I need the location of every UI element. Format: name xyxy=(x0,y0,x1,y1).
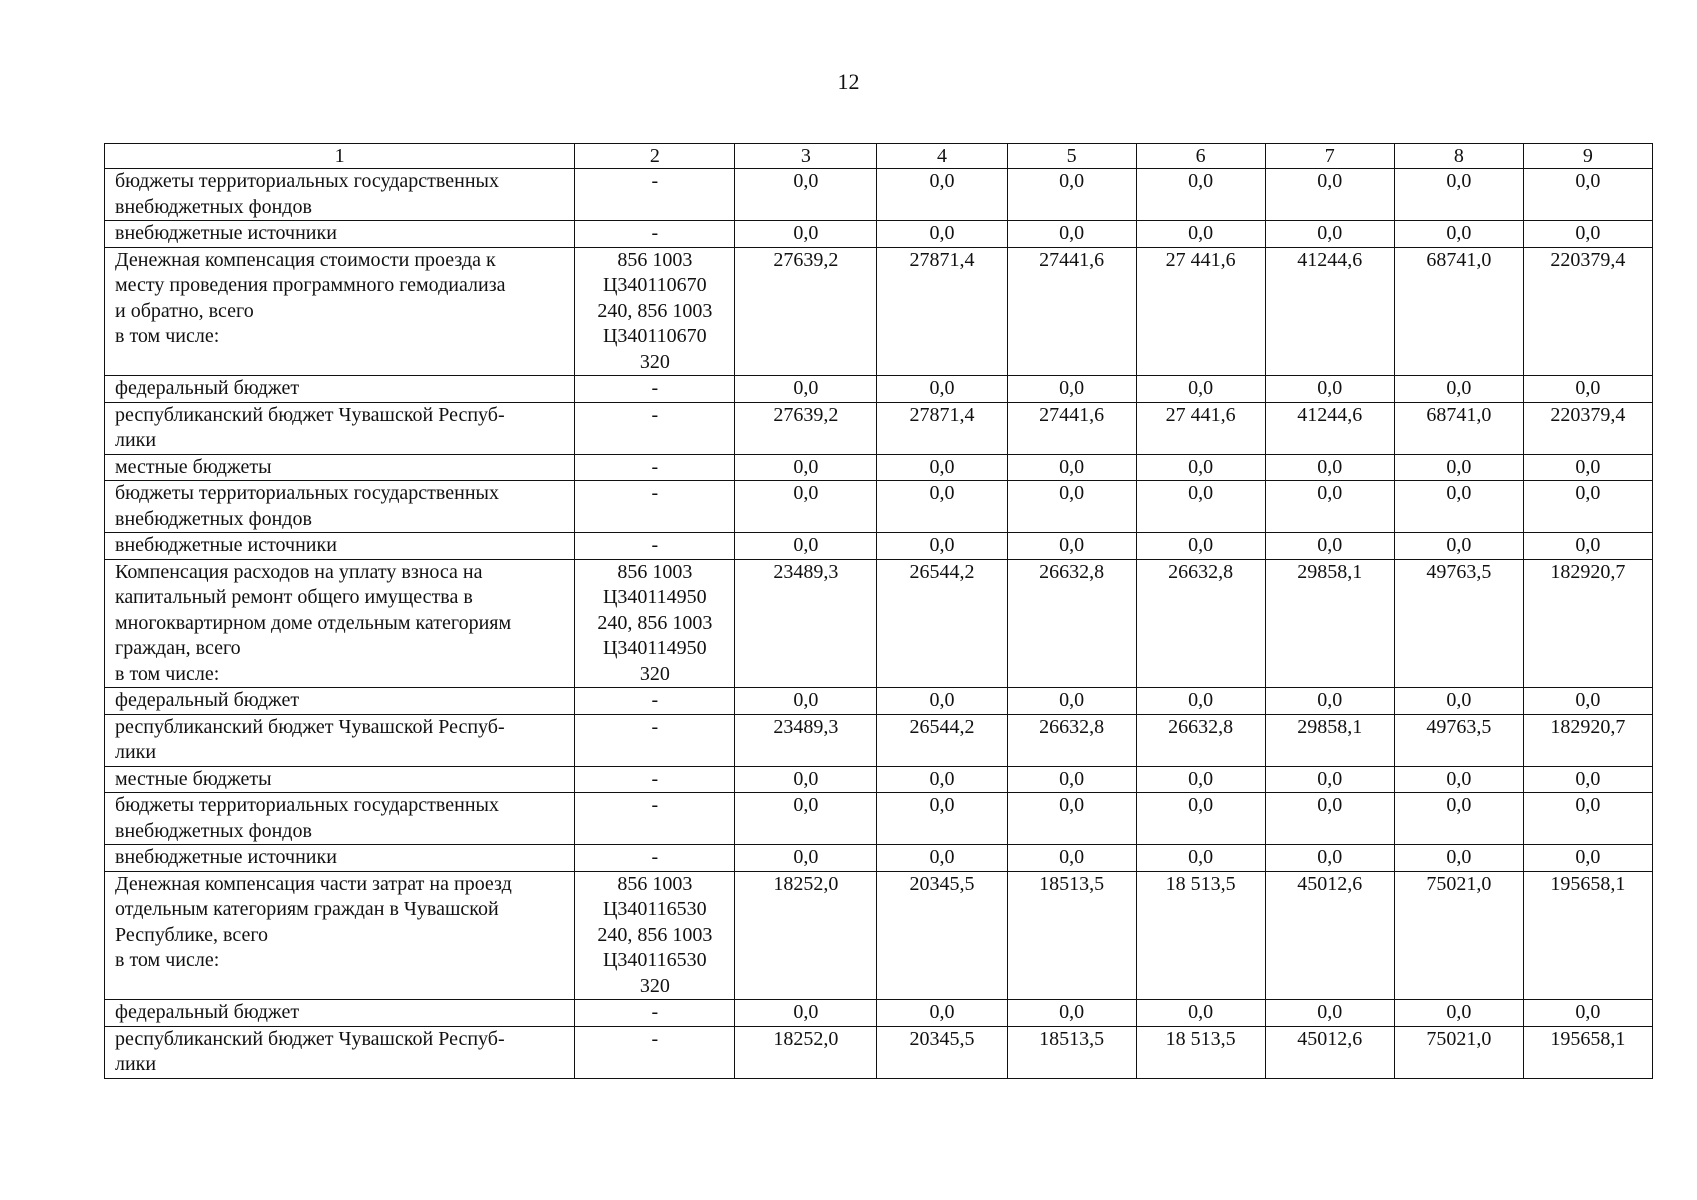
funding-item-name: республиканский бюджет Чувашской Респуб- лики xyxy=(105,714,575,766)
amount-cell: 0,0 xyxy=(1394,1000,1523,1027)
amount-cell: 20345,5 xyxy=(877,1026,1007,1078)
amount-cell: 0,0 xyxy=(1136,845,1265,872)
table-row xyxy=(105,481,1653,533)
amount-cell: 0,0 xyxy=(1136,481,1265,533)
amount-cell: 0,0 xyxy=(1007,1000,1136,1027)
table-row xyxy=(105,1026,1653,1078)
amount-cell: 29858,1 xyxy=(1265,714,1394,766)
table-row xyxy=(105,766,1653,793)
amount-cell: 0,0 xyxy=(1265,1000,1394,1027)
amount-cell: 0,0 xyxy=(1136,376,1265,403)
amount-cell: 0,0 xyxy=(1265,169,1394,221)
amount-cell: 0,0 xyxy=(1007,793,1136,845)
amount-cell: 0,0 xyxy=(1136,221,1265,248)
amount-cell: 26632,8 xyxy=(1007,714,1136,766)
column-number: 7 xyxy=(1265,144,1394,169)
column-number: 2 xyxy=(575,144,735,169)
budget-classification-code: - xyxy=(575,376,735,403)
amount-cell: 18 513,5 xyxy=(1136,1026,1265,1078)
amount-cell: 0,0 xyxy=(1394,766,1523,793)
amount-cell: 0,0 xyxy=(1136,169,1265,221)
table-row xyxy=(105,559,1653,688)
amount-cell: 0,0 xyxy=(877,454,1007,481)
funding-item-name: бюджеты территориальных государственных внебюджетных фондов xyxy=(105,169,575,221)
amount-cell: 0,0 xyxy=(1136,1000,1265,1027)
budget-classification-code: - xyxy=(575,454,735,481)
amount-cell: 18513,5 xyxy=(1007,1026,1136,1078)
funding-item-name: внебюджетные источники xyxy=(105,221,575,248)
amount-cell: 0,0 xyxy=(1007,688,1136,715)
amount-cell: 0,0 xyxy=(1523,481,1652,533)
table-row xyxy=(105,169,1653,221)
funding-item-name: Денежная компенсация части затрат на проезд отдельным категориям граждан в Чувашской Республике, всего в том числе: xyxy=(105,871,575,1000)
amount-cell: 0,0 xyxy=(1523,688,1652,715)
amount-cell: 0,0 xyxy=(1265,454,1394,481)
amount-cell: 0,0 xyxy=(877,845,1007,872)
amount-cell: 0,0 xyxy=(877,1000,1007,1027)
amount-cell: 0,0 xyxy=(877,533,1007,560)
column-number: 8 xyxy=(1394,144,1523,169)
funding-item-name: Компенсация расходов на уплату взноса на капитальный ремонт общего имущества в многоквартирном доме отдельным категориям граждан, всего в том числе: xyxy=(105,559,575,688)
amount-cell: 0,0 xyxy=(735,845,877,872)
amount-cell: 0,0 xyxy=(735,481,877,533)
amount-cell: 27441,6 xyxy=(1007,247,1136,376)
amount-cell: 45012,6 xyxy=(1265,1026,1394,1078)
amount-cell: 0,0 xyxy=(1523,845,1652,872)
amount-cell: 0,0 xyxy=(1523,376,1652,403)
amount-cell: 0,0 xyxy=(1523,793,1652,845)
amount-cell: 0,0 xyxy=(1007,533,1136,560)
amount-cell: 0,0 xyxy=(877,688,1007,715)
budget-classification-code: - xyxy=(575,1000,735,1027)
amount-cell: 20345,5 xyxy=(877,871,1007,1000)
amount-cell: 0,0 xyxy=(1394,688,1523,715)
column-number: 6 xyxy=(1136,144,1265,169)
amount-cell: 0,0 xyxy=(877,481,1007,533)
amount-cell: 0,0 xyxy=(1265,766,1394,793)
amount-cell: 27441,6 xyxy=(1007,402,1136,454)
amount-cell: 26544,2 xyxy=(877,559,1007,688)
amount-cell: 0,0 xyxy=(1136,793,1265,845)
budget-classification-code: - xyxy=(575,766,735,793)
amount-cell: 0,0 xyxy=(877,221,1007,248)
table-row xyxy=(105,871,1653,1000)
amount-cell: 0,0 xyxy=(1136,454,1265,481)
column-number: 5 xyxy=(1007,144,1136,169)
amount-cell: 0,0 xyxy=(1394,845,1523,872)
amount-cell: 0,0 xyxy=(1523,533,1652,560)
amount-cell: 75021,0 xyxy=(1394,1026,1523,1078)
amount-cell: 0,0 xyxy=(877,169,1007,221)
amount-cell: 27639,2 xyxy=(735,247,877,376)
amount-cell: 0,0 xyxy=(735,766,877,793)
amount-cell: 0,0 xyxy=(735,688,877,715)
amount-cell: 0,0 xyxy=(1265,845,1394,872)
amount-cell: 27 441,6 xyxy=(1136,402,1265,454)
amount-cell: 0,0 xyxy=(1007,376,1136,403)
amount-cell: 0,0 xyxy=(877,766,1007,793)
amount-cell: 195658,1 xyxy=(1523,1026,1652,1078)
budget-classification-code: - xyxy=(575,221,735,248)
amount-cell: 75021,0 xyxy=(1394,871,1523,1000)
amount-cell: 23489,3 xyxy=(735,714,877,766)
amount-cell: 0,0 xyxy=(1265,688,1394,715)
amount-cell: 220379,4 xyxy=(1523,247,1652,376)
budget-classification-code: 856 1003 Ц340116530 240, 856 1003 Ц340116530 320 xyxy=(575,871,735,1000)
table-row xyxy=(105,247,1653,376)
funding-item-name: бюджеты территориальных государственных внебюджетных фондов xyxy=(105,481,575,533)
amount-cell: 0,0 xyxy=(1007,454,1136,481)
amount-cell: 68741,0 xyxy=(1394,402,1523,454)
amount-cell: 27 441,6 xyxy=(1136,247,1265,376)
amount-cell: 195658,1 xyxy=(1523,871,1652,1000)
amount-cell: 0,0 xyxy=(1394,793,1523,845)
amount-cell: 27639,2 xyxy=(735,402,877,454)
amount-cell: 41244,6 xyxy=(1265,247,1394,376)
table-row xyxy=(105,533,1653,560)
budget-classification-code: 856 1003 Ц340110670 240, 856 1003 Ц340110670 320 xyxy=(575,247,735,376)
amount-cell: 0,0 xyxy=(1394,533,1523,560)
budget-classification-code: - xyxy=(575,481,735,533)
table-body xyxy=(105,169,1653,1079)
amount-cell: 0,0 xyxy=(1007,169,1136,221)
budget-classification-code: - xyxy=(575,402,735,454)
amount-cell: 0,0 xyxy=(1136,533,1265,560)
funding-item-name: местные бюджеты xyxy=(105,766,575,793)
amount-cell: 0,0 xyxy=(1265,221,1394,248)
budget-classification-code: - xyxy=(575,169,735,221)
amount-cell: 182920,7 xyxy=(1523,714,1652,766)
amount-cell: 220379,4 xyxy=(1523,402,1652,454)
amount-cell: 18 513,5 xyxy=(1136,871,1265,1000)
amount-cell: 0,0 xyxy=(1265,533,1394,560)
funding-item-name: федеральный бюджет xyxy=(105,688,575,715)
table-row xyxy=(105,1000,1653,1027)
table-row xyxy=(105,688,1653,715)
table-row xyxy=(105,221,1653,248)
amount-cell: 23489,3 xyxy=(735,559,877,688)
funding-item-name: федеральный бюджет xyxy=(105,1000,575,1027)
amount-cell: 0,0 xyxy=(735,533,877,560)
amount-cell: 0,0 xyxy=(1394,454,1523,481)
funding-item-name: республиканский бюджет Чувашской Респуб- лики xyxy=(105,1026,575,1078)
budget-table xyxy=(104,143,1653,1079)
table-row xyxy=(105,454,1653,481)
amount-cell: 182920,7 xyxy=(1523,559,1652,688)
amount-cell: 0,0 xyxy=(1007,221,1136,248)
amount-cell: 0,0 xyxy=(1523,1000,1652,1027)
amount-cell: 0,0 xyxy=(877,793,1007,845)
amount-cell: 0,0 xyxy=(735,1000,877,1027)
budget-classification-code: - xyxy=(575,793,735,845)
amount-cell: 68741,0 xyxy=(1394,247,1523,376)
amount-cell: 41244,6 xyxy=(1265,402,1394,454)
amount-cell: 0,0 xyxy=(1523,169,1652,221)
amount-cell: 0,0 xyxy=(1394,376,1523,403)
amount-cell: 0,0 xyxy=(1523,454,1652,481)
column-number: 9 xyxy=(1523,144,1652,169)
amount-cell: 18252,0 xyxy=(735,1026,877,1078)
table-row xyxy=(105,845,1653,872)
amount-cell: 0,0 xyxy=(1136,766,1265,793)
amount-cell: 0,0 xyxy=(1394,221,1523,248)
amount-cell: 0,0 xyxy=(735,376,877,403)
column-number: 3 xyxy=(735,144,877,169)
amount-cell: 0,0 xyxy=(1007,845,1136,872)
amount-cell: 49763,5 xyxy=(1394,714,1523,766)
amount-cell: 29858,1 xyxy=(1265,559,1394,688)
funding-item-name: федеральный бюджет xyxy=(105,376,575,403)
amount-cell: 27871,4 xyxy=(877,402,1007,454)
budget-classification-code: - xyxy=(575,688,735,715)
amount-cell: 18252,0 xyxy=(735,871,877,1000)
amount-cell: 0,0 xyxy=(1136,688,1265,715)
amount-cell: 18513,5 xyxy=(1007,871,1136,1000)
amount-cell: 0,0 xyxy=(735,221,877,248)
column-number: 1 xyxy=(105,144,575,169)
amount-cell: 0,0 xyxy=(1394,169,1523,221)
amount-cell: 27871,4 xyxy=(877,247,1007,376)
amount-cell: 45012,6 xyxy=(1265,871,1394,1000)
page-number: 12 xyxy=(837,69,860,94)
funding-item-name: республиканский бюджет Чувашской Респуб- лики xyxy=(105,402,575,454)
amount-cell: 0,0 xyxy=(877,376,1007,403)
amount-cell: 0,0 xyxy=(1523,221,1652,248)
funding-item-name: внебюджетные источники xyxy=(105,845,575,872)
amount-cell: 0,0 xyxy=(1265,481,1394,533)
table-row xyxy=(105,714,1653,766)
funding-item-name: внебюджетные источники xyxy=(105,533,575,560)
column-number-header-row xyxy=(105,144,1653,169)
funding-item-name: местные бюджеты xyxy=(105,454,575,481)
budget-classification-code: - xyxy=(575,714,735,766)
budget-classification-code: - xyxy=(575,1026,735,1078)
amount-cell: 0,0 xyxy=(1265,793,1394,845)
amount-cell: 26632,8 xyxy=(1136,714,1265,766)
budget-classification-code: - xyxy=(575,533,735,560)
budget-classification-code: - xyxy=(575,845,735,872)
table-row xyxy=(105,793,1653,845)
amount-cell: 0,0 xyxy=(1265,376,1394,403)
funding-item-name: Денежная компенсация стоимости проезда к месту проведения программного гемодиализа и обратно, всего в том числе: xyxy=(105,247,575,376)
table-row xyxy=(105,402,1653,454)
funding-item-name: бюджеты территориальных государственных внебюджетных фондов xyxy=(105,793,575,845)
amount-cell: 0,0 xyxy=(735,454,877,481)
budget-classification-code: 856 1003 Ц340114950 240, 856 1003 Ц340114950 320 xyxy=(575,559,735,688)
amount-cell: 26632,8 xyxy=(1136,559,1265,688)
table-row xyxy=(105,376,1653,403)
amount-cell: 0,0 xyxy=(1394,481,1523,533)
amount-cell: 49763,5 xyxy=(1394,559,1523,688)
amount-cell: 0,0 xyxy=(1007,481,1136,533)
amount-cell: 26544,2 xyxy=(877,714,1007,766)
column-number: 4 xyxy=(877,144,1007,169)
amount-cell: 26632,8 xyxy=(1007,559,1136,688)
amount-cell: 0,0 xyxy=(1007,766,1136,793)
amount-cell: 0,0 xyxy=(735,793,877,845)
amount-cell: 0,0 xyxy=(735,169,877,221)
amount-cell: 0,0 xyxy=(1523,766,1652,793)
